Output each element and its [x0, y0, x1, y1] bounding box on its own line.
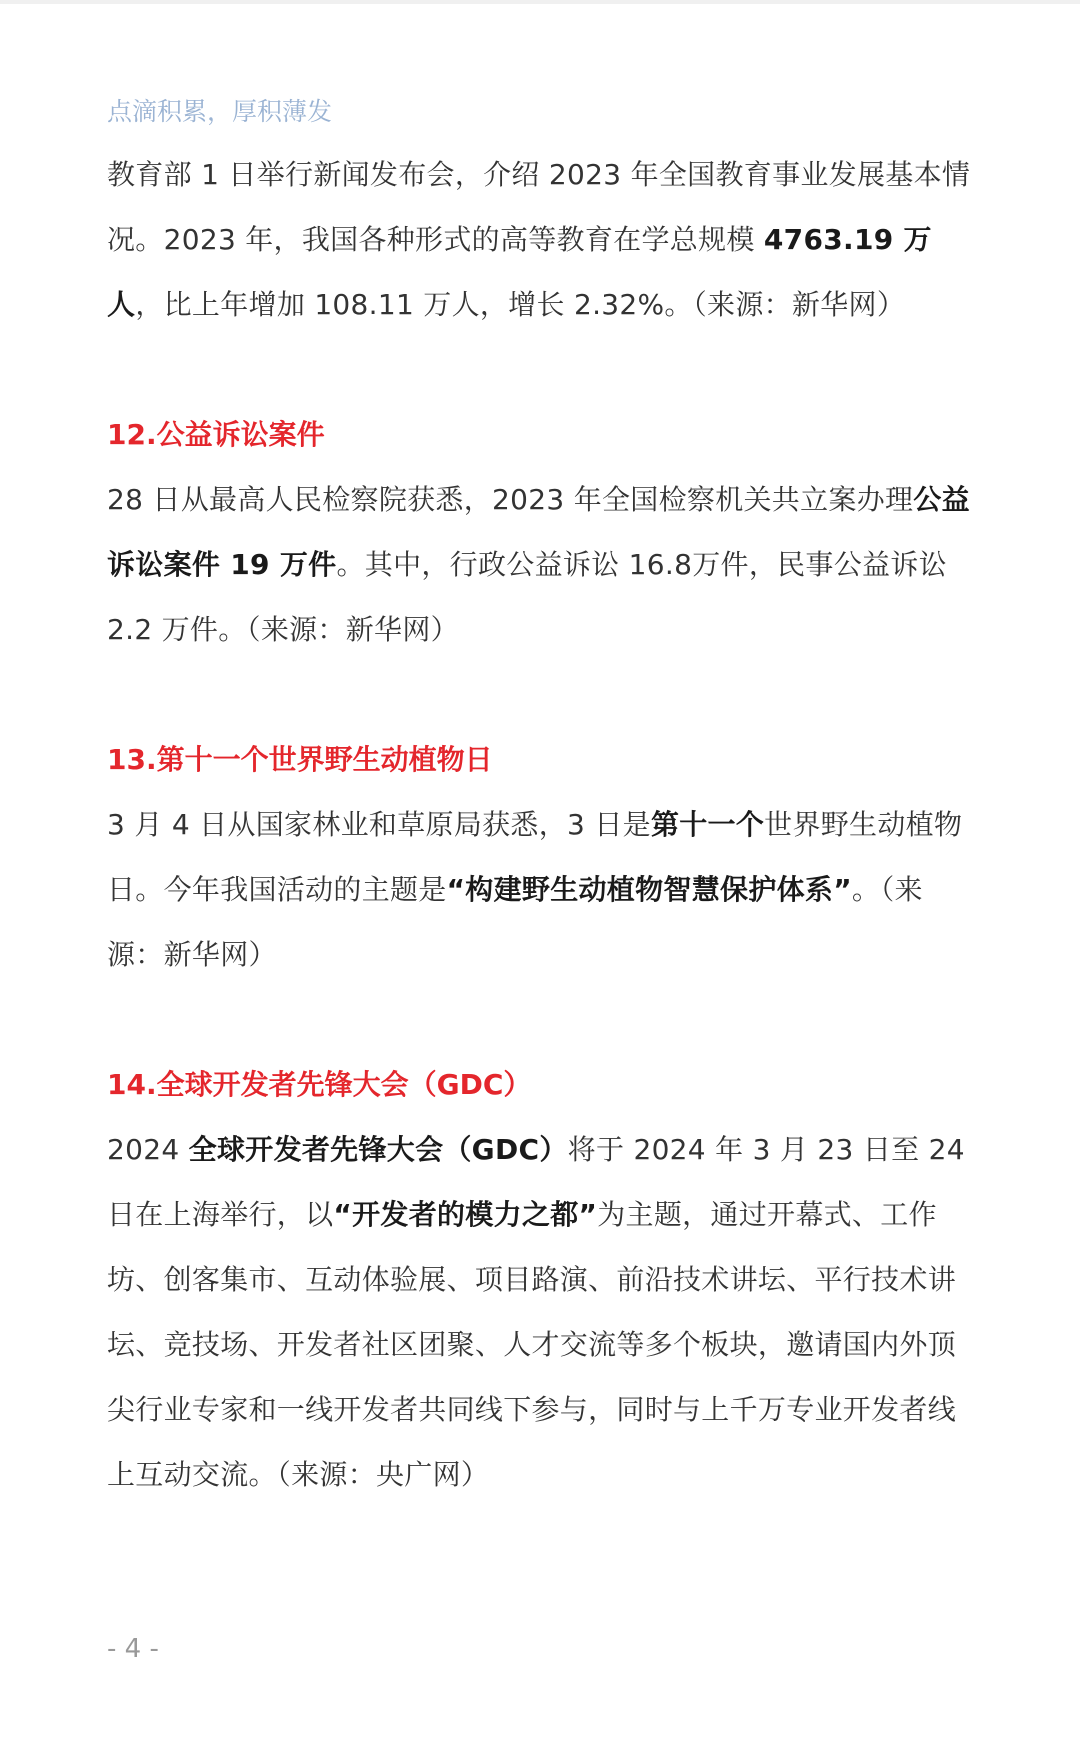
section-14-paragraph — [107, 1117, 977, 1507]
section-13-bold-1: 第十一个 — [650, 808, 765, 841]
section-14-bold-2: “开发者的模力之都” — [333, 1198, 598, 1231]
section-13-paragraph — [107, 792, 977, 987]
page-number: - 4 - — [107, 1634, 159, 1664]
section-13-text-3: 。（来源：新华网） — [107, 873, 923, 971]
section-gap — [107, 337, 977, 402]
intro-bold-1: 4763.19 万人 — [107, 223, 932, 321]
section-gap — [107, 987, 977, 1052]
top-divider — [0, 0, 1080, 4]
section-12-text-1: 28 日从最高人民检察院获悉，2023 年全国检察机关共立案办理 — [107, 483, 914, 516]
section-13-text-2: 世界野生动植物日。今年我国活动的主题是 — [107, 808, 963, 906]
section-14-text-3: 为主题，通过开幕式、工作坊、创客集市、互动体验展、项目路演、前沿技术讲坛、平行技术讲坛、竞技场、开发者社区团聚、人才交流等多个板块，邀请国内外顶尖行业专家和一线开发者共同线下参与，同时与上千万专业开发者线上互动交流。（来源：央广网） — [107, 1198, 957, 1491]
document-page — [107, 92, 977, 1507]
section-gap — [107, 662, 977, 727]
section-12-paragraph — [107, 467, 977, 662]
section-14-bold-1: 全球开发者先锋大会（GDC） — [188, 1133, 568, 1166]
section-12-heading: 12.公益诉讼案件 — [107, 418, 325, 451]
section-13-text-1: 3 月 4 日从国家林业和草原局获悉，3 日是 — [107, 808, 651, 841]
intro-paragraph — [107, 142, 977, 337]
section-13-bold-2: “构建野生动植物智慧保护体系” — [446, 873, 852, 906]
page-motto: 点滴积累，厚积薄发 — [107, 97, 333, 126]
section-12-bold-1: 公益诉讼案件 19 万件 — [107, 483, 970, 581]
section-13-heading: 13.第十一个世界野生动植物日 — [107, 743, 493, 776]
section-14-text-1: 2024 — [107, 1133, 189, 1166]
section-12-text-2: 。其中，行政公益诉讼 16.8万件，民事公益诉讼 2.2 万件。（来源：新华网） — [107, 548, 947, 646]
section-14-text-2: 将于 2024 年 3 月 23 日至 24 日在上海举行，以 — [107, 1133, 965, 1231]
intro-text-1: 教育部 1 日举行新闻发布会，介绍 2023 年全国教育事业发展基本情况。2023 年，我国各种形式的高等教育在学总规模 — [107, 158, 971, 256]
section-14-heading: 14.全球开发者先锋大会（GDC） — [107, 1068, 532, 1101]
intro-text-2: ，比上年增加 108.11 万人，增长 2.32%。（来源：新华网） — [135, 288, 906, 321]
